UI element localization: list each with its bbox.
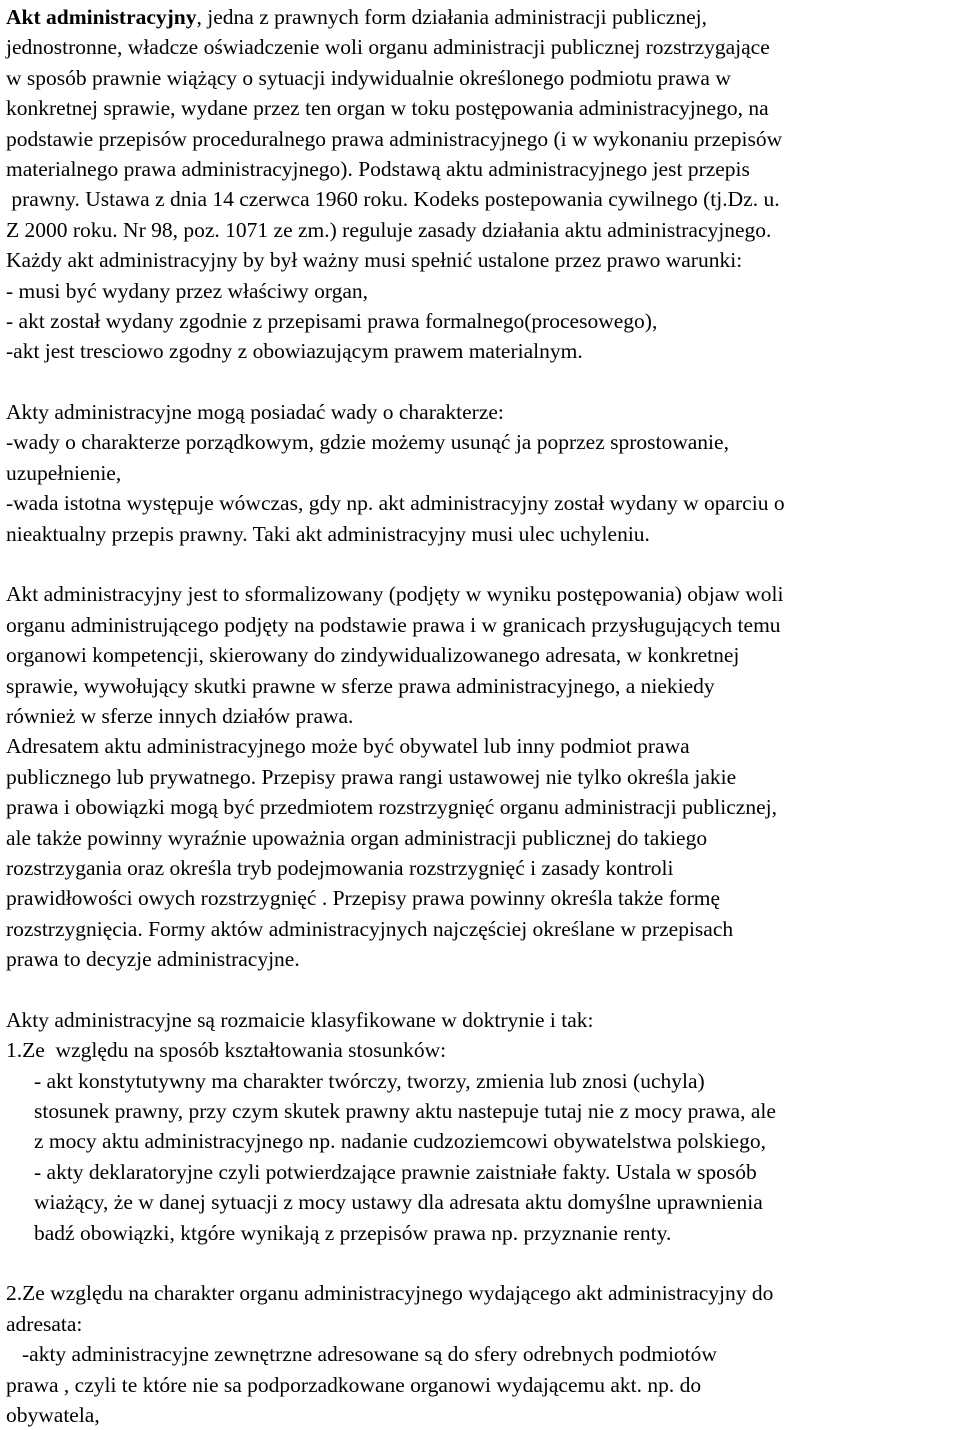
text-line: materialnego prawa administracyjnego). Podstawą aktu administracyjnego jest przepis (6, 156, 750, 181)
text-line: również w sferze innych działów prawa. (6, 703, 354, 728)
text-line: sprawie, wywołujący skutki prawne w sferze prawa administracyjnego, a niekiedy (6, 673, 715, 698)
text-line: prawidłowości owych rozstrzygnięć . Przepisy prawa powinny określa także formę (6, 886, 721, 911)
text-line: z mocy aktu administracyjnego np. nadanie cudzoziemcowi obywatelstwa polskiego, (34, 1129, 766, 1154)
text-line: w sposób prawnie wiążący o sytuacji indywidualnie określonego podmiotu prawa w (6, 65, 731, 90)
text-line: ale także powinny wyraźnie upoważnia organ administracji publicznej do takiego (6, 825, 708, 850)
paragraph-gap (6, 975, 960, 1005)
text-line: Akt administracyjny jest to sformalizowany (podjęty w wyniku postępowania) objaw woli (6, 582, 784, 607)
list-heading: 1.Ze względu na sposób kształtowania stosunków: (6, 1038, 447, 1063)
paragraph-gap (6, 1248, 960, 1278)
text-line: konkretnej sprawie, wydane przez ten organ w toku postępowania administracyjnego, na (6, 96, 769, 121)
paragraph-addressee (6, 1278, 960, 1430)
text-line: badź obowiązki, ktgóre wynikają z przepisów prawa np. przyznanie renty. (34, 1220, 672, 1245)
text-line: rozstrzygnięcia. Formy aktów administracyjnych najczęściej określane w przepisach (6, 916, 734, 941)
text-line (6, 2, 960, 32)
text-fragment: , jedna z prawnych form działania administracji publicznej, (196, 5, 707, 29)
text-line: prawa i obowiązki mogą być przedmiotem rozstrzygnięć organu administracji publicznej, (6, 795, 777, 820)
paragraph-definition (6, 2, 960, 367)
list-item: -akty administracyjne zewnętrzne adresowane są do sfery odrebnych podmiotów (22, 1342, 717, 1367)
text-line: organu administrującego podjęty na podstawie prawa i w granicach przysługujących temu (6, 612, 781, 637)
list-item: - akt został wydany zgodnie z przepisami prawa formalnego(procesowego), (6, 308, 658, 333)
paragraph-defects (6, 397, 960, 549)
paragraph-gap (6, 367, 960, 397)
paragraph-classification (6, 1005, 960, 1248)
list-item: -wada istotna występuje wówczas, gdy np. akt administracyjny został wydany w oparciu o (6, 491, 785, 516)
text-line: adresata: (6, 1311, 83, 1336)
list-item: - akty deklaratoryjne czyli potwierdzające prawnie zaistniałe fakty. Ustala w sposób (34, 1159, 757, 1184)
list-item: -akt jest tresciowo zgodny z obowiazującym prawem materialnym. (6, 339, 583, 364)
text-line: organowi kompetencji, skierowany do zindywidualizowanego adresata, w konkretnej (6, 643, 740, 668)
list-item: - akt konstytutywny ma charakter twórczy, tworzy, zmienia lub znosi (uchyla) (34, 1068, 705, 1093)
text-line: podstawie przepisów proceduralnego prawa administracyjnego (i w wykonaniu przepisów (6, 126, 783, 151)
defined-term: Akt administracyjny (6, 5, 197, 29)
text-line: prawny. Ustawa z dnia 14 czerwca 1960 roku. Kodeks postepowania cywilnego (tj.Dz. u. (6, 187, 780, 212)
text-line: Adresatem aktu administracyjnego może być obywatel lub inny podmiot prawa (6, 734, 690, 759)
text-line: Z 2000 roku. Nr 98, poz. 1071 ze zm.) reguluje zasady działania aktu administracyjnego. (6, 217, 772, 242)
text-line: jednostronne, władcze oświadczenie woli organu administracji publicznej rozstrzygające (6, 35, 770, 60)
paragraph-formal-definition (6, 579, 960, 974)
text-line: rozstrzygania oraz określa tryb podejmowania rozstrzygnięć i zasady kontroli (6, 855, 674, 880)
text-line: uzupełnienie, (6, 460, 122, 485)
text-line: Akty administracyjne są rozmaicie klasyfikowane w doktrynie i tak: (6, 1007, 594, 1032)
list-item: - musi być wydany przez właściwy organ, (6, 278, 369, 303)
text-line: nieaktualny przepis prawny. Taki akt administracyjny musi ulec uchyleniu. (6, 521, 650, 546)
text-line: obywatela, (6, 1402, 100, 1427)
list-heading: 2.Ze względu na charakter organu administracyjnego wydającego akt administracyjny do (6, 1281, 774, 1306)
text-line: prawa to decyzje administracyjne. (6, 947, 300, 972)
text-line: publicznego lub prywatnego. Przepisy prawa rangi ustawowej nie tylko określa jakie (6, 764, 737, 789)
text-line: Każdy akt administracyjny by był ważny musi spełnić ustalone przez prawo warunki: (6, 248, 743, 273)
text-line: prawa , czyli te które nie sa podporzadkowane organowi wydającemu akt. np. do (6, 1372, 702, 1397)
text-line: stosunek prawny, przy czym skutek prawny aktu nastepuje tutaj nie z mocy prawa, ale (34, 1099, 776, 1124)
paragraph-gap (6, 549, 960, 579)
text-line: Akty administracyjne mogą posiadać wady o charakterze: (6, 400, 504, 425)
list-item: -wady o charakterze porządkowym, gdzie możemy usunąć ja poprzez sprostowanie, (6, 430, 729, 455)
text-line: wiażący, że w danej sytuacji z mocy ustawy dla adresata aktu domyślne uprawnienia (34, 1190, 763, 1215)
